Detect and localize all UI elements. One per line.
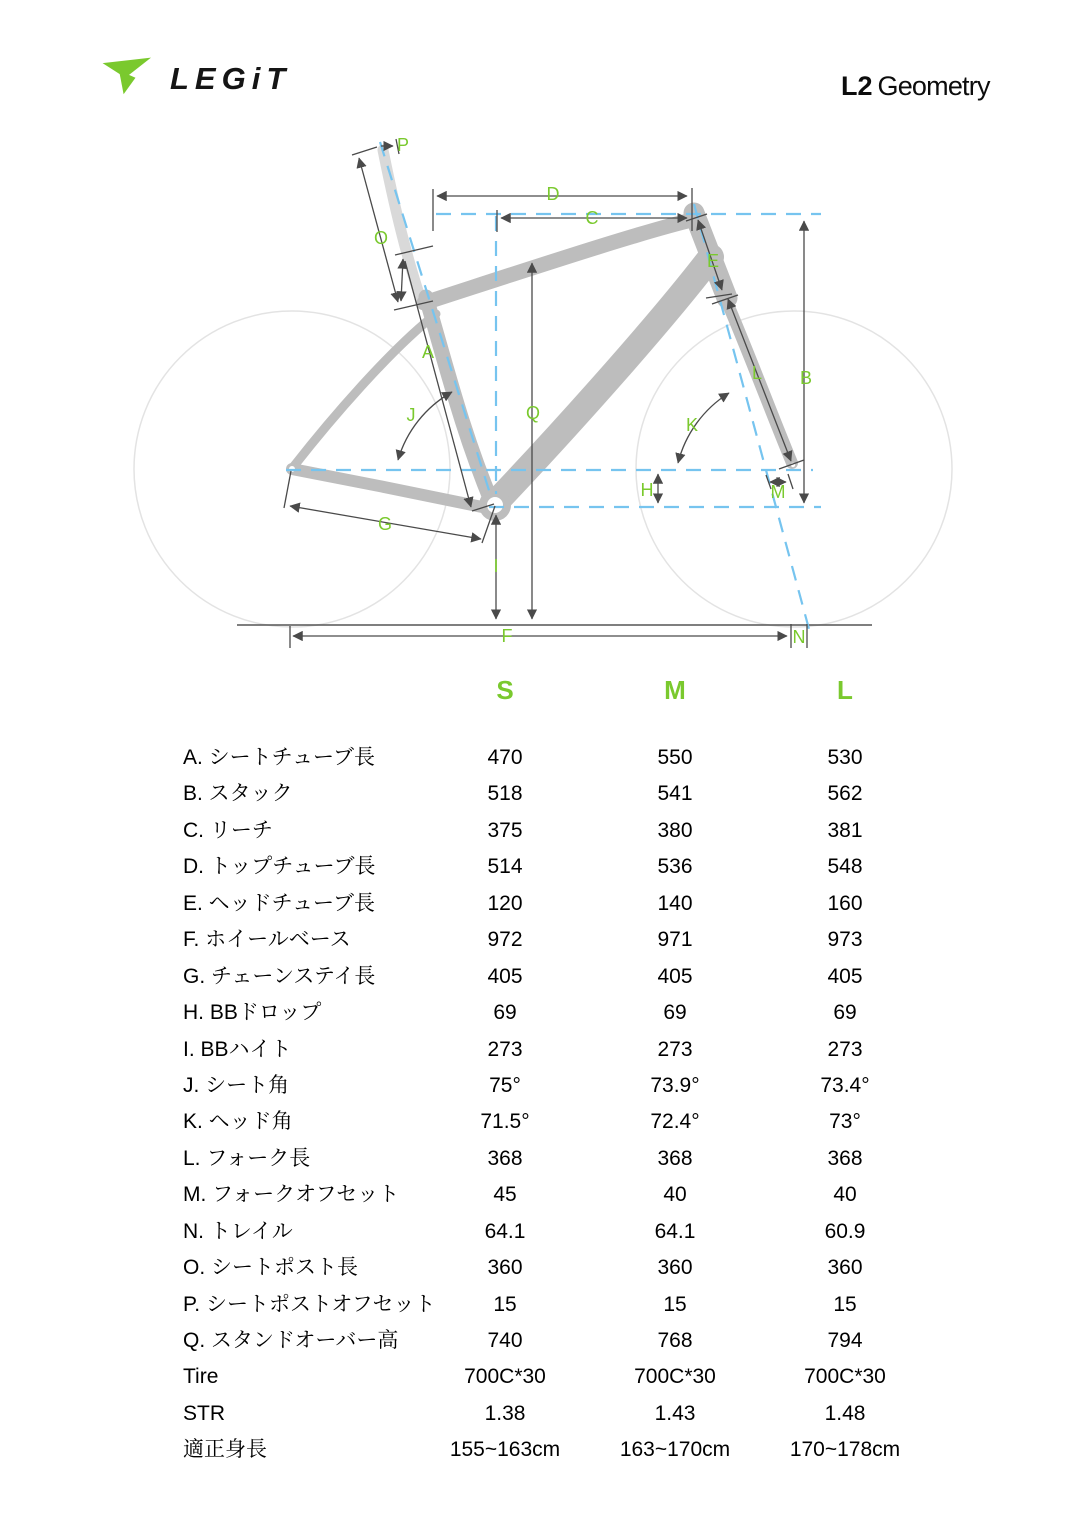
row-value: 381 bbox=[827, 818, 863, 842]
label-I: I bbox=[493, 556, 499, 576]
table-row bbox=[183, 995, 930, 1031]
label-F: F bbox=[501, 626, 513, 646]
label-N: N bbox=[792, 627, 806, 647]
row-value: 375 bbox=[487, 818, 523, 842]
label-L: L bbox=[751, 363, 763, 383]
row-value: 120 bbox=[487, 891, 523, 915]
label-B: B bbox=[799, 368, 813, 388]
row-value: 60.9 bbox=[824, 1219, 866, 1243]
table-row bbox=[183, 740, 930, 776]
table-row bbox=[183, 1323, 930, 1359]
row-value: 368 bbox=[487, 1146, 523, 1170]
row-value: 380 bbox=[657, 818, 693, 842]
row-label: E. ヘッドチューブ長 bbox=[183, 891, 375, 915]
row-value: 273 bbox=[657, 1037, 693, 1061]
row-value: 550 bbox=[657, 746, 693, 769]
brand-logo-text: LEGiT bbox=[170, 61, 292, 96]
table-row bbox=[183, 849, 930, 885]
row-value: 740 bbox=[487, 1329, 523, 1352]
row-value: 1.48 bbox=[824, 1401, 866, 1425]
row-value: 530 bbox=[827, 746, 863, 769]
frame bbox=[289, 150, 795, 521]
table-row bbox=[183, 1068, 930, 1104]
row-value: 360 bbox=[827, 1256, 863, 1280]
row-value: 273 bbox=[487, 1037, 523, 1061]
table-row bbox=[183, 959, 930, 995]
table-row bbox=[183, 1396, 930, 1432]
row-value: 514 bbox=[487, 855, 523, 879]
table-row bbox=[183, 1104, 930, 1140]
row-value: 170~178cm bbox=[789, 1438, 901, 1462]
table-row bbox=[183, 1141, 930, 1177]
label-O: O bbox=[373, 228, 389, 248]
label-E: E bbox=[706, 251, 720, 271]
dim-M-tick-right bbox=[788, 474, 793, 489]
row-value: 140 bbox=[657, 891, 693, 915]
row-value: 69 bbox=[663, 1001, 687, 1025]
row-label: M. フォークオフセット bbox=[183, 1183, 400, 1207]
row-value: 972 bbox=[487, 928, 523, 952]
row-value: 405 bbox=[487, 964, 523, 988]
row-value: 1.43 bbox=[654, 1401, 696, 1425]
row-value: 548 bbox=[827, 855, 863, 879]
row-value: 541 bbox=[657, 782, 693, 806]
table-row bbox=[183, 813, 930, 849]
label-Q: Q bbox=[525, 403, 541, 423]
row-label: L. フォーク長 bbox=[183, 1146, 311, 1170]
row-label: D. トップチューブ長 bbox=[183, 855, 376, 879]
row-value: 273 bbox=[827, 1037, 863, 1061]
row-value: 72.4° bbox=[650, 1110, 700, 1134]
row-label: C. リーチ bbox=[183, 818, 273, 842]
row-label: 適正身長 bbox=[183, 1438, 267, 1462]
row-label: H. BBドロップ bbox=[183, 1001, 322, 1025]
label-G: G bbox=[377, 514, 393, 534]
seatstay bbox=[294, 314, 436, 466]
row-value: 160 bbox=[827, 891, 863, 915]
table-row bbox=[183, 1432, 930, 1468]
row-value: 40 bbox=[833, 1183, 857, 1207]
row-label: Tire bbox=[183, 1365, 219, 1389]
table-row bbox=[183, 1359, 930, 1395]
row-value: 360 bbox=[657, 1256, 693, 1280]
row-value: 64.1 bbox=[484, 1219, 526, 1243]
size-header-m: M bbox=[664, 675, 686, 705]
row-label: Q. スタンドオーバー高 bbox=[183, 1329, 399, 1352]
row-label: N. トレイル bbox=[183, 1219, 293, 1243]
row-value: 73.9° bbox=[650, 1073, 700, 1097]
title-text: Geometry bbox=[877, 71, 990, 101]
row-value: 973 bbox=[827, 928, 863, 952]
row-value: 40 bbox=[663, 1183, 687, 1207]
row-value: 518 bbox=[487, 782, 523, 806]
row-label: O. シートポスト長 bbox=[183, 1256, 359, 1280]
row-label: F. ホイールベース bbox=[183, 928, 351, 952]
geometry-rows bbox=[183, 740, 930, 1469]
size-header-row bbox=[420, 674, 930, 706]
label-J: J bbox=[406, 405, 416, 425]
dim-seat-collar bbox=[401, 259, 403, 301]
model-name: L2 bbox=[841, 71, 873, 101]
row-value: 64.1 bbox=[654, 1219, 696, 1243]
label-D: D bbox=[546, 184, 560, 204]
row-value: 71.5° bbox=[480, 1110, 530, 1134]
row-value: 73° bbox=[829, 1110, 861, 1134]
top-tube bbox=[424, 219, 696, 303]
label-A: A bbox=[421, 342, 435, 362]
size-header-s: S bbox=[496, 675, 514, 705]
table-row bbox=[183, 886, 930, 922]
seat-tube bbox=[426, 297, 492, 503]
row-label: J. シート角 bbox=[183, 1073, 290, 1097]
row-value: 971 bbox=[657, 928, 693, 952]
table-row bbox=[183, 1032, 930, 1068]
row-value: 155~163cm bbox=[449, 1438, 561, 1462]
row-label: K. ヘッド角 bbox=[183, 1110, 293, 1134]
bike-geometry-diagram bbox=[0, 0, 1080, 660]
row-value: 69 bbox=[493, 1001, 517, 1025]
table-row bbox=[183, 1214, 930, 1250]
row-label: A. シートチューブ長 bbox=[183, 746, 375, 769]
row-value: 536 bbox=[657, 855, 693, 879]
table-row bbox=[183, 1177, 930, 1213]
row-label: STR bbox=[183, 1401, 225, 1425]
table-row bbox=[183, 776, 930, 812]
row-value: 405 bbox=[657, 964, 693, 988]
row-value: 368 bbox=[657, 1146, 693, 1170]
row-value: 45 bbox=[493, 1183, 517, 1207]
row-value: 794 bbox=[827, 1329, 863, 1352]
label-K: K bbox=[685, 415, 699, 435]
row-value: 69 bbox=[833, 1001, 857, 1025]
row-value: 405 bbox=[827, 964, 863, 988]
label-P: P bbox=[396, 135, 410, 155]
row-label: B. スタック bbox=[183, 782, 293, 806]
row-value: 470 bbox=[487, 746, 523, 769]
dim-O-tick-top bbox=[352, 147, 377, 155]
row-value: 73.4° bbox=[820, 1073, 870, 1097]
row-value: 15 bbox=[493, 1292, 517, 1316]
table-row bbox=[183, 922, 930, 958]
row-value: 75° bbox=[489, 1073, 521, 1097]
label-C: C bbox=[585, 208, 599, 228]
table-row bbox=[183, 1287, 930, 1323]
row-value: 15 bbox=[663, 1292, 687, 1316]
row-label: I. BBハイト bbox=[183, 1037, 292, 1061]
row-value: 700C*30 bbox=[804, 1365, 886, 1389]
row-value: 360 bbox=[487, 1256, 523, 1280]
row-value: 163~170cm bbox=[619, 1438, 731, 1462]
row-value: 1.38 bbox=[484, 1401, 526, 1425]
label-H: H bbox=[640, 480, 654, 500]
table-row bbox=[183, 1250, 930, 1286]
dim-G-tick-left bbox=[284, 471, 291, 508]
row-value: 700C*30 bbox=[634, 1365, 716, 1389]
size-header-l: L bbox=[837, 675, 853, 705]
row-value: 368 bbox=[827, 1146, 863, 1170]
measurement-lines bbox=[284, 139, 807, 648]
row-value: 768 bbox=[657, 1329, 693, 1352]
row-label: P. シートポストオフセット bbox=[183, 1292, 436, 1316]
row-value: 700C*30 bbox=[464, 1365, 546, 1389]
row-value: 15 bbox=[833, 1292, 857, 1316]
label-M: M bbox=[770, 482, 786, 502]
row-value: 562 bbox=[827, 782, 863, 806]
row-label: G. チェーンステイ長 bbox=[183, 964, 376, 988]
